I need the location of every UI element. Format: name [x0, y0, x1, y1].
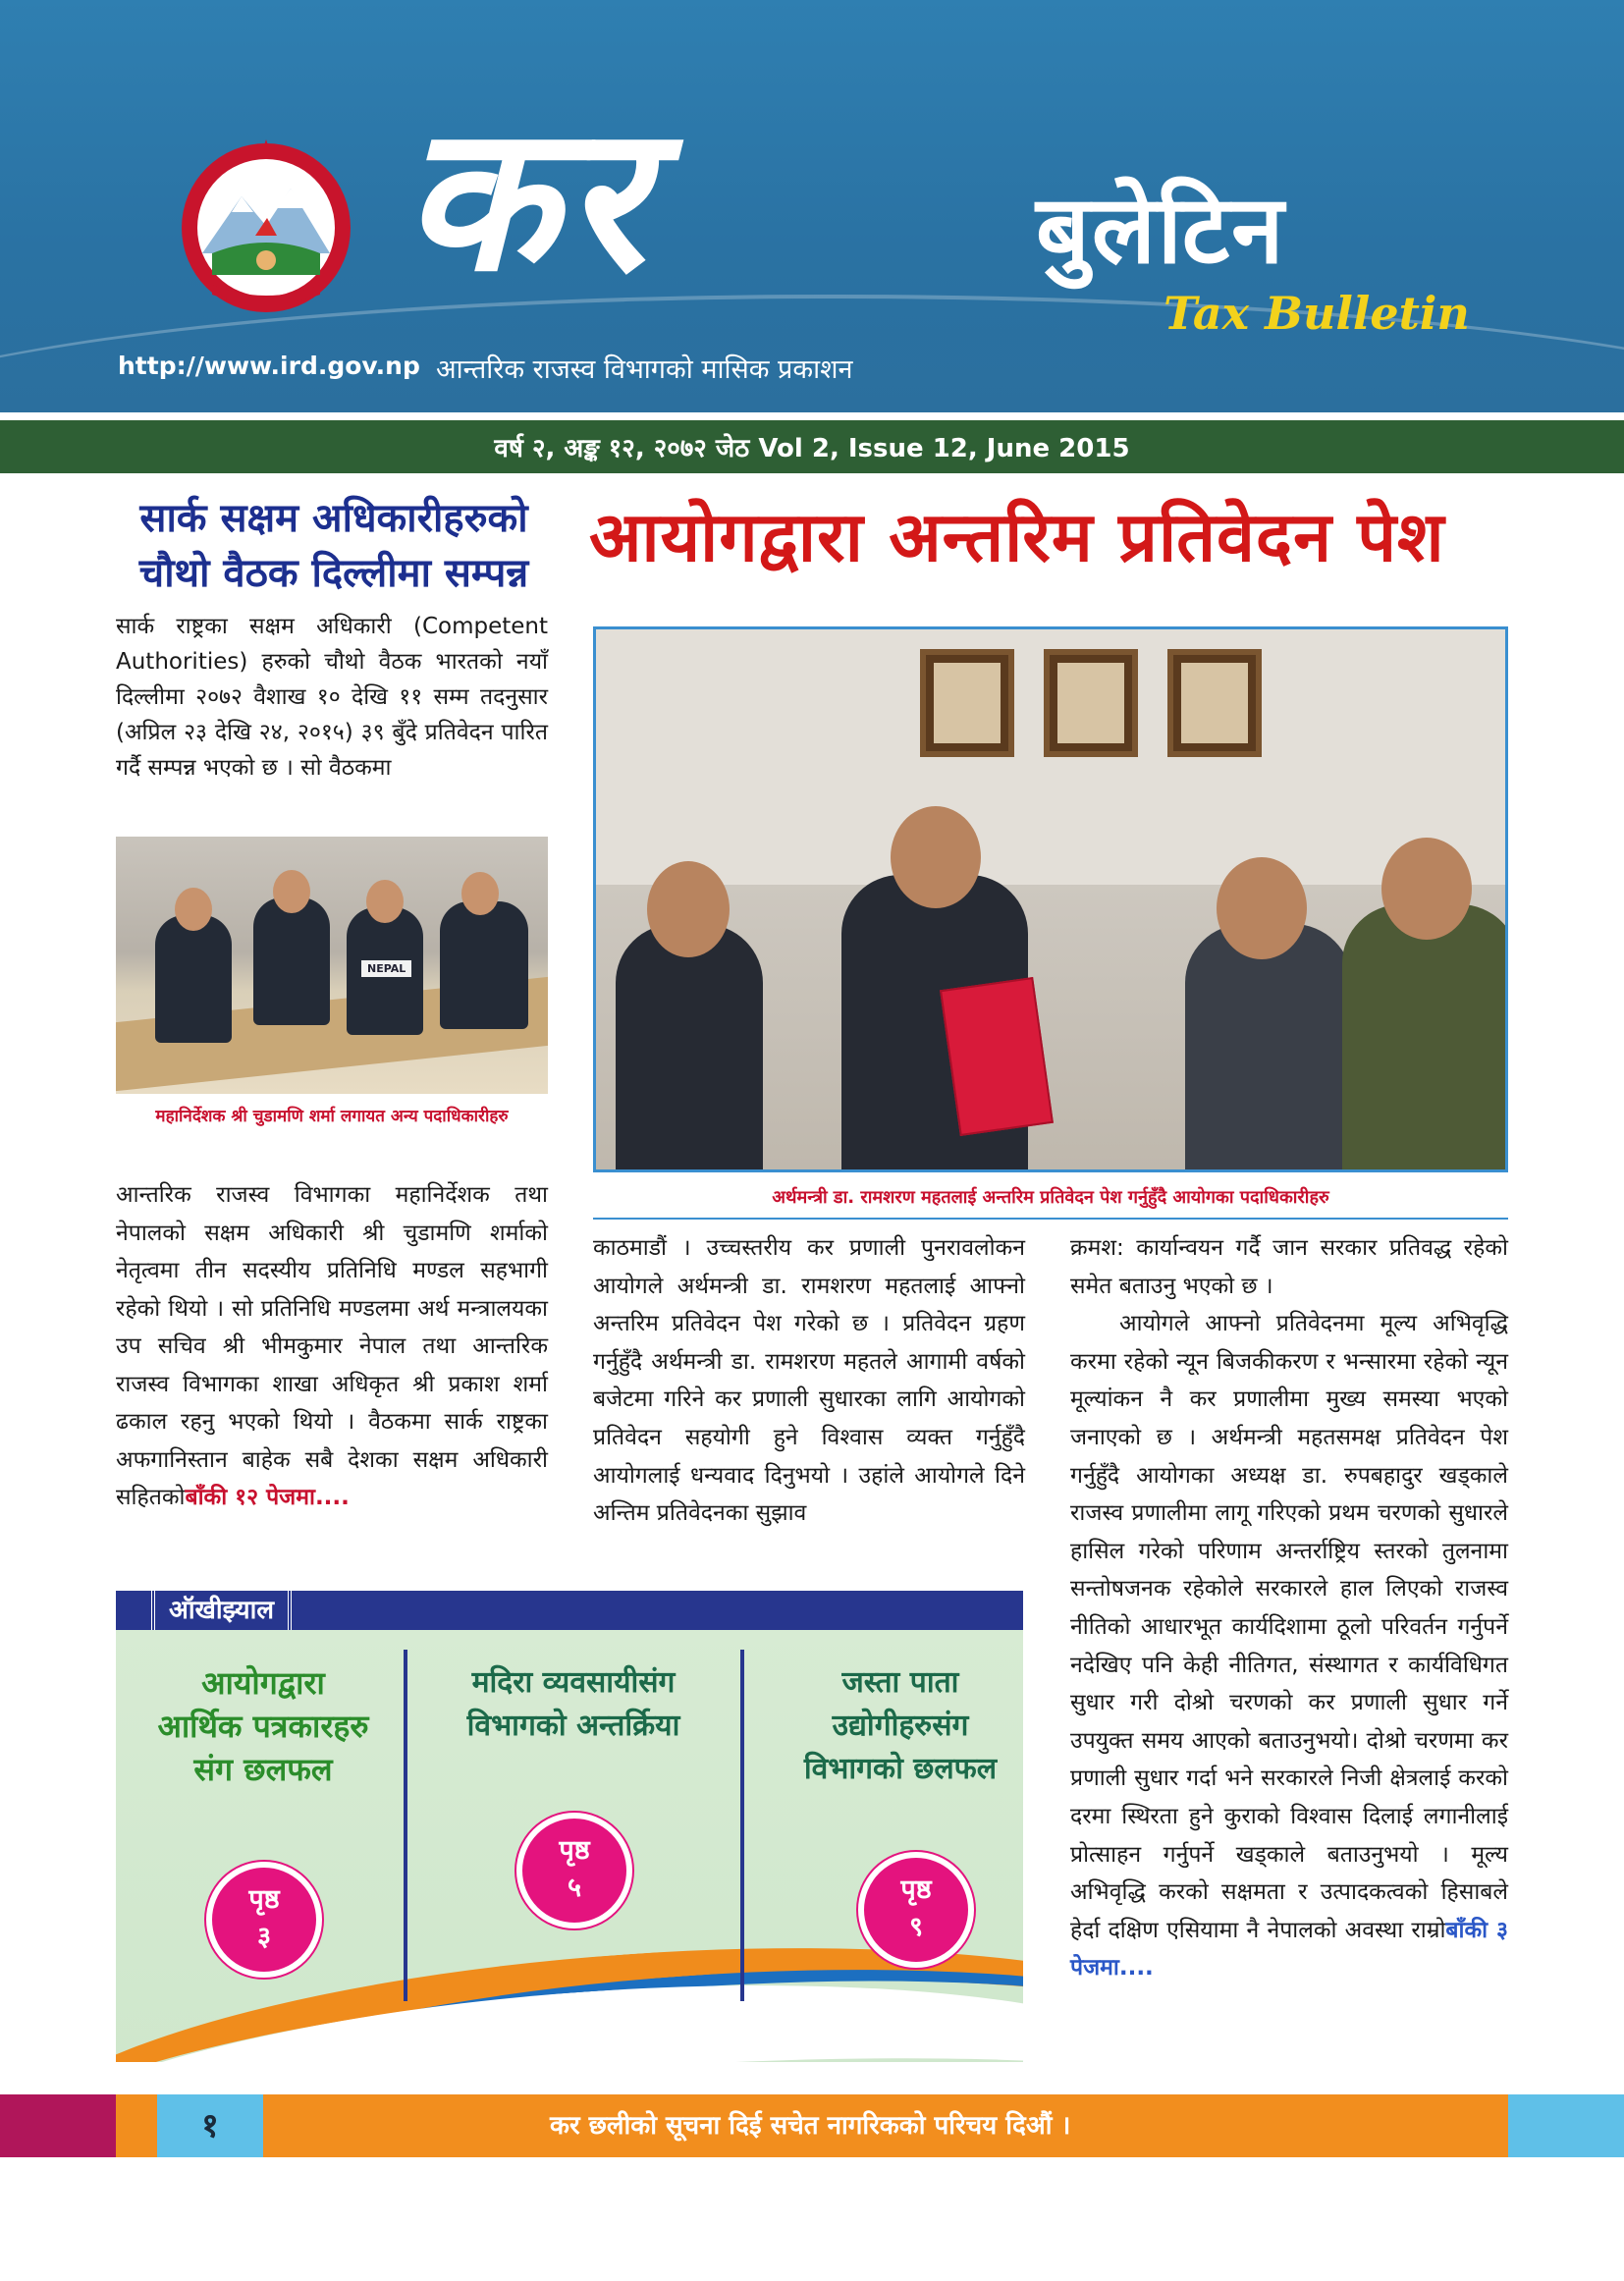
masthead	[0, 0, 1624, 412]
window-item-line: आर्थिक पत्रकारहरु	[157, 1708, 369, 1745]
photo-person-head	[647, 861, 730, 957]
page-number: ३	[256, 1922, 272, 1952]
left-headline-line-2: चौथो वैठक दिल्लीमा सम्पन्न	[138, 551, 529, 596]
page-reference-badge[interactable]	[516, 1813, 632, 1928]
main-story-column-1: काठमाडौं । उच्चस्तरीय कर प्रणाली पुनरावलोकन आयोगले अर्थमन्त्री डा. रामशरण महतलाई आफ्नो अन्तरिम प्रतिवेदन पेश गरेको छ । प्रतिवेदन ग्रहण गर्नुहुँदै अर्थमन्त्री डा. रामशरण महतले आगामी वर्षको बजेटमा गरिने कर प्रणाली सुधारका लागि आयोगको प्रतिवेदन सहयोगी हुने विश्वास व्यक्त गर्नुहुँदै आयोगलाई धन्यवाद दिनुभयो । उहांले आयोगले दिने अन्तिम प्रतिवेदनका सुझाव	[593, 1235, 1025, 1527]
main-story-photo	[593, 626, 1508, 1172]
left-headline-line-1: सार्क सक्षम अधिकारीहरुको	[139, 496, 528, 541]
window-item-line: आयोगद्वारा	[201, 1664, 325, 1702]
page-reference-badge[interactable]	[858, 1852, 974, 1968]
window-item[interactable]	[116, 1661, 410, 1791]
window-title-bar	[116, 1591, 1023, 1630]
left-story-continued-link[interactable]: बाँकी १२ पेजमा....	[185, 1485, 350, 1510]
window-item[interactable]	[426, 1661, 721, 1748]
page-number: ९	[908, 1912, 924, 1942]
page-reference-badge[interactable]	[206, 1862, 322, 1978]
column-divider	[740, 1650, 744, 2001]
issue-bar	[0, 420, 1624, 473]
photo-person	[155, 915, 232, 1043]
main-story-paragraph-text: आयोगले आफ्नो प्रतिवेदनमा मूल्य अभिवृद्धि करमा रहेको न्यून बिजकीकरण र भन्सारमा रहेको न्यून मूल्यांकन नै कर प्रणालीमा मुख्य समस्या भएको जनाएको छ । अर्थमन्त्री महतसमक्ष प्रतिवेदन पेश गर्नुहुँदै आयोगका अध्यक्ष डा. रुपबहादुर खड्काले राजस्व प्रणालीमा लागू गरिएको प्रथम चरणको सुधारले हासिल गरेको परिणाम अन्तर्राष्ट्रिय स्तरको तुलनामा सन्तोषजनक रहेकोले सरकारले हाल लिएको राजस्व नीतिको आधारभूत कार्यदिशामा ठूलो परिवर्तन गर्नुपर्ने नदेखिए पनि केही नीतिगत, संस्थागत र कार्यविधिगत सुधार गरी दोश्रो चरणको कर प्रणाली सुधार गर्ने उपयुक्त समय आएको बताउनुभयो। दोश्रो चरणमा कर प्रणाली सुधार गर्दा भने सरकारले निजी क्षेत्रलाई करको दरमा स्थिरता हुने कुराको विश्वास दिलाई लगानीलाई प्रोत्साहन गर्नुपर्ने खड्काले बताउनुभयो । मूल्य अभिवृद्धि करको सक्षमता र उत्पादकत्वको हिसाबले हेर्दा दक्षिण एसियामा नै नेपालको अवस्था राम्रो	[1070, 1311, 1508, 1943]
photo-person-head	[461, 872, 499, 915]
left-story-headline	[98, 491, 569, 601]
photo-person-head	[175, 888, 212, 931]
website-link[interactable]: http://www.ird.gov.np	[118, 352, 420, 380]
photo-person	[1185, 924, 1352, 1172]
issue-info: वर्ष २, अङ्क १२, २०७२ जेठ Vol 2, Issue 12, June 2015	[494, 434, 1130, 463]
page-number: ५	[567, 1873, 582, 1903]
footer-slogan: कर छलीको सूचना दिई सचेत नागरिकको परिचय दिऔं ।	[550, 2111, 1071, 2141]
caption-divider	[593, 1218, 1508, 1220]
photo-person	[616, 924, 763, 1172]
photo-person-head	[891, 806, 981, 908]
window-title: ऑखीझ्याल	[151, 1591, 292, 1630]
photo-person	[1342, 904, 1508, 1172]
main-story-headline: आयोगद्वारा अन्तरिम प्रतिवेदन पेश	[589, 497, 1445, 577]
page-label: पृष्ठ	[559, 1835, 590, 1866]
window-item-line: उद्योगीहरुसंग	[832, 1709, 969, 1743]
photo-person-head	[273, 870, 310, 913]
window-content	[116, 1630, 1023, 2062]
left-story-body	[116, 1176, 548, 1517]
masthead-title-bulletin: बुलेटिन	[1036, 175, 1286, 285]
main-photo-caption: अर्थमन्त्री डा. रामशरण महतलाई अन्तरिम प्रतिवेदन पेश गर्नुहुँदै आयोगका पदाधिकारीहरु	[772, 1187, 1329, 1208]
main-story-paragraph	[1070, 1305, 1508, 1987]
footer-color-block	[1508, 2094, 1624, 2157]
footer	[0, 2094, 1624, 2157]
meeting-photo	[116, 837, 548, 1094]
left-story-intro: सार्क राष्ट्रका सक्षम अधिकारी (Competent Authorities) हरुको चौथो वैठक भारतको नयाँ दिल्लीमा २०७२ वैशाख १० देखि ११ सम्म तदनुसार (अप्रिल २३ देखि २४, २०१५) ३९ बुँदे प्रतिवेदन पारित गर्दै सम्पन्न भएको छ । सो वैठकमा	[116, 614, 548, 781]
masthead-title-english: Tax Bulletin	[1164, 287, 1470, 340]
meeting-photo-caption: महानिर्देशक श्री चुडामणि शर्मा लगायत अन्य पदाधिकारीहरु	[155, 1107, 509, 1126]
nameplate: NEPAL	[361, 960, 411, 977]
portrait-frame	[1044, 649, 1138, 757]
photo-person-head	[366, 880, 404, 923]
left-story-body-text: आन्तरिक राजस्व विभागका महानिर्देशक तथा नेपालको सक्षम अधिकारी श्री चुडामणि शर्माको नेतृत्वमा तीन सदस्यीय प्रतिनिधि मण्डल सहभागी रहेको थियो । सो प्रतिनिधि मण्डलमा अर्थ मन्त्रालयका उप सचिव श्री भीमकुमार नेपाल तथा आन्तरिक राजस्व विभागका शाखा अधिकृत श्री प्रकाश शर्मा ढकाल रहनु भएको थियो । वैठकमा सार्क राष्ट्रका अफगानिस्तान बाहेक सबै देशका सक्षम अधिकारी सहितको	[116, 1182, 548, 1510]
page-number: १	[157, 2094, 263, 2157]
main-story-column-2	[1070, 1229, 1508, 1987]
interim-report-document	[940, 977, 1054, 1136]
page-label: पृष्ठ	[248, 1884, 280, 1915]
photo-person-head	[1381, 838, 1472, 940]
window-item-line: विभागको अन्तर्क्रिया	[466, 1709, 680, 1743]
page-label: पृष्ठ	[900, 1874, 932, 1905]
masthead-subtitle: आन्तरिक राजस्व विभागको मासिक प्रकाशन	[436, 354, 853, 385]
window-item[interactable]	[758, 1661, 1023, 1791]
main-story-continued-link[interactable]: बाँकी ३ पेजमा....	[1070, 1917, 1508, 1982]
footer-color-block	[0, 2094, 116, 2157]
photo-person	[253, 897, 330, 1025]
portrait-frame	[1167, 649, 1262, 757]
nepal-emblem-icon	[173, 137, 359, 319]
photo-person	[440, 901, 528, 1029]
window-item-line: जस्ता पाता	[841, 1665, 959, 1700]
portrait-frame	[920, 649, 1014, 757]
main-story-paragraph: क्रमश: कार्यान्वयन गर्दै जान सरकार प्रतिवद्ध रहेको समेत बताउनु भएको छ ।	[1070, 1235, 1508, 1299]
masthead-title-kar: कर	[403, 81, 652, 316]
window-item-line: विभागको छलफल	[803, 1752, 998, 1786]
window-item-line: संग छलफल	[193, 1751, 333, 1788]
window-item-line: मदिरा व्यवसायीसंग	[471, 1665, 676, 1700]
photo-person-head	[1217, 857, 1307, 959]
